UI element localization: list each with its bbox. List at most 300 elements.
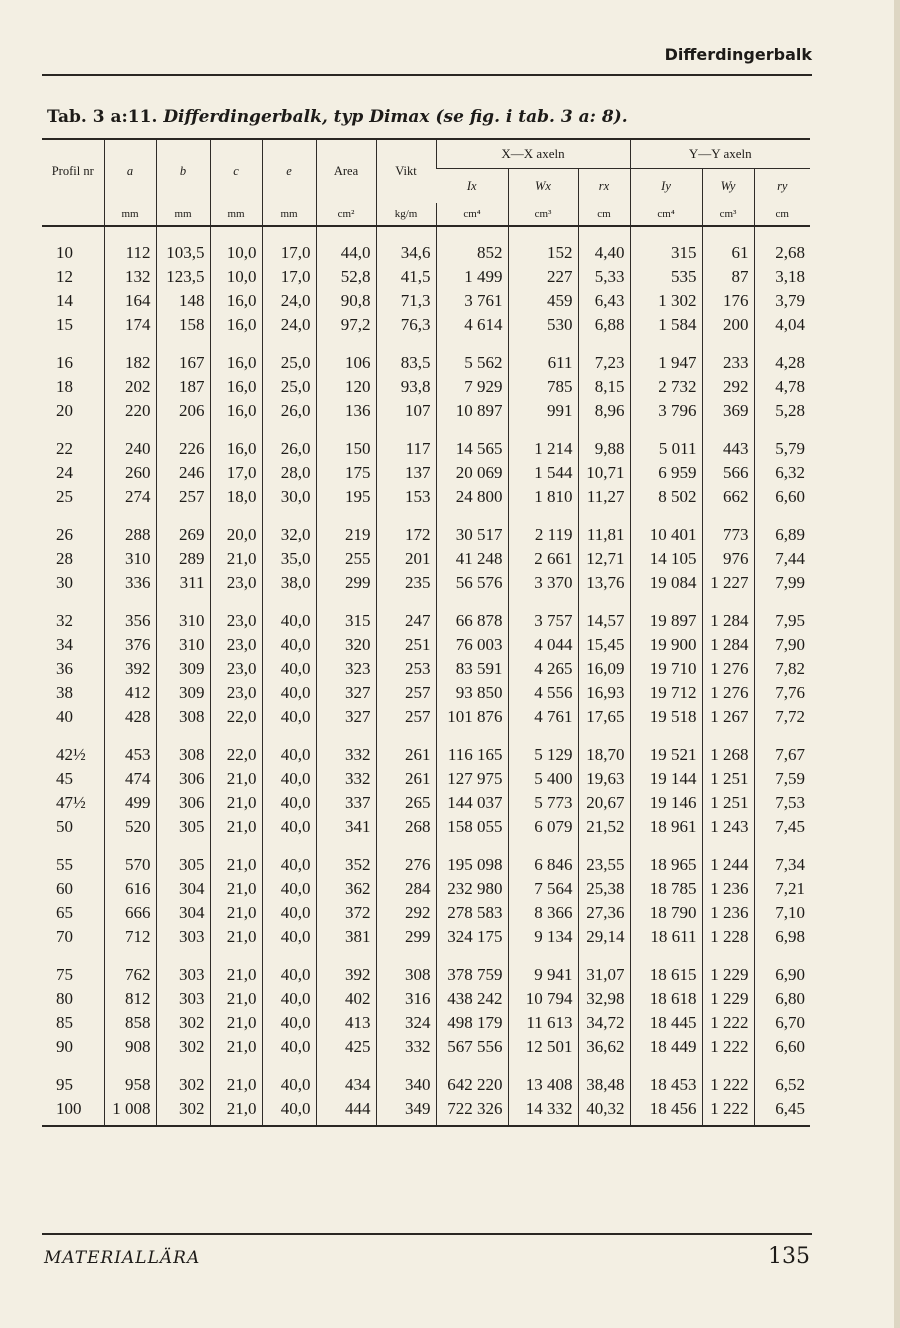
- table-cell: 24,0: [262, 313, 316, 337]
- table-row: [42, 1035, 810, 1059]
- table-cell: 40,0: [262, 987, 316, 1011]
- profile-number-cell: 18: [56, 377, 73, 396]
- table-cell: 762: [104, 949, 156, 987]
- table-cell: 40,0: [262, 729, 316, 767]
- table-cell: 93 850: [436, 681, 508, 705]
- table-cell: 299: [376, 925, 436, 949]
- table-cell: 132: [104, 265, 156, 289]
- table-cell: 852: [436, 226, 508, 265]
- table-cell: 7,34: [754, 839, 810, 877]
- table-cell: 56 576: [436, 571, 508, 595]
- table-cell: 16,09: [578, 657, 630, 681]
- table-cell: 15,45: [578, 633, 630, 657]
- table-cell: 3,18: [754, 265, 810, 289]
- table-cell: 144 037: [436, 791, 508, 815]
- table-cell: 16,0: [210, 423, 262, 461]
- table-cell: 16,93: [578, 681, 630, 705]
- table-cell: 25,0: [262, 337, 316, 375]
- table-cell: 6 846: [508, 839, 578, 877]
- table-row: [42, 987, 810, 1011]
- table-cell: 19 084: [630, 571, 702, 595]
- table-cell: 662: [702, 485, 754, 509]
- table-row: [42, 461, 810, 485]
- table-cell: 474: [104, 767, 156, 791]
- table-cell: 320: [316, 633, 376, 657]
- table-cell: 18 611: [630, 925, 702, 949]
- profile-number-cell: 28: [56, 549, 73, 568]
- table-cell: 19,63: [578, 767, 630, 791]
- table-cell: 958: [104, 1059, 156, 1097]
- table-cell: 153: [376, 485, 436, 509]
- table-cell: 412: [104, 681, 156, 705]
- table-cell: 336: [104, 571, 156, 595]
- table-row: [42, 815, 810, 839]
- table-cell: 1 222: [702, 1059, 754, 1097]
- table-cell: 8,15: [578, 375, 630, 399]
- table-cell: 337: [316, 791, 376, 815]
- table-cell: 1 228: [702, 925, 754, 949]
- table-cell: 90,8: [316, 289, 376, 313]
- table-cell: 83,5: [376, 337, 436, 375]
- table-cell: 21,0: [210, 1011, 262, 1035]
- table-cell: 6,60: [754, 485, 810, 509]
- table-cell: 976: [702, 547, 754, 571]
- table-cell: 21,0: [210, 815, 262, 839]
- table-cell: 120: [316, 375, 376, 399]
- table-cell: 9 941: [508, 949, 578, 987]
- table-cell: 21,0: [210, 547, 262, 571]
- table-cell: 240: [104, 423, 156, 461]
- table-cell: 5,79: [754, 423, 810, 461]
- table-cell: 4 761: [508, 705, 578, 729]
- table-cell: 332: [316, 729, 376, 767]
- units-row: [42, 203, 810, 226]
- table-cell: 5,33: [578, 265, 630, 289]
- table-cell: 201: [376, 547, 436, 571]
- table-cell: 23,0: [210, 657, 262, 681]
- table-row: [42, 595, 810, 633]
- table-row: [42, 375, 810, 399]
- profile-number-cell: 24: [56, 463, 73, 482]
- table-cell: 292: [376, 901, 436, 925]
- table-cell: 535: [630, 265, 702, 289]
- table-cell: 7,99: [754, 571, 810, 595]
- table-cell: 308: [376, 949, 436, 987]
- table-cell: 305: [156, 815, 210, 839]
- table-cell: 41,5: [376, 265, 436, 289]
- table-cell: 18 965: [630, 839, 702, 877]
- table-cell: 7,67: [754, 729, 810, 767]
- table-cell: 17,0: [210, 461, 262, 485]
- table-cell: 206: [156, 399, 210, 423]
- table-cell: 97,2: [316, 313, 376, 337]
- table-cell: 362: [316, 877, 376, 901]
- table-cell: 5,28: [754, 399, 810, 423]
- table-cell: 392: [316, 949, 376, 987]
- table-cell: 5 129: [508, 729, 578, 767]
- table-cell: 306: [156, 791, 210, 815]
- unit-cell: cm³: [508, 203, 578, 226]
- profile-number-cell: 45: [56, 769, 73, 788]
- table-cell: 6,89: [754, 509, 810, 547]
- table-row: [42, 925, 810, 949]
- table-cell: 19 897: [630, 595, 702, 633]
- table-cell: 93,8: [376, 375, 436, 399]
- table-cell: 76,3: [376, 313, 436, 337]
- table-cell: 7,10: [754, 901, 810, 925]
- table-cell: 18 618: [630, 987, 702, 1011]
- table-cell: 4,40: [578, 226, 630, 265]
- table-cell: 4,78: [754, 375, 810, 399]
- table-cell: 233: [702, 337, 754, 375]
- table-cell: 61: [702, 226, 754, 265]
- table-cell: 6,32: [754, 461, 810, 485]
- table-cell: 235: [376, 571, 436, 595]
- table-cell: 103,5: [156, 226, 210, 265]
- table-cell: 4,28: [754, 337, 810, 375]
- table-cell: 17,0: [262, 226, 316, 265]
- table-cell: 38,0: [262, 571, 316, 595]
- table-cell: 292: [702, 375, 754, 399]
- table-cell: 40,0: [262, 925, 316, 949]
- page-edge: [894, 0, 900, 1328]
- table-cell: 1 276: [702, 657, 754, 681]
- table-cell: 434: [316, 1059, 376, 1097]
- table-cell: 1 251: [702, 767, 754, 791]
- table-cell: 18 453: [630, 1059, 702, 1097]
- table-cell: 1 276: [702, 681, 754, 705]
- table-cell: 3 370: [508, 571, 578, 595]
- table-cell: 13 408: [508, 1059, 578, 1097]
- table-cell: 202: [104, 375, 156, 399]
- table-cell: 3 796: [630, 399, 702, 423]
- table-cell: 323: [316, 657, 376, 681]
- table-cell: 247: [376, 595, 436, 633]
- table-cell: 117: [376, 423, 436, 461]
- table-cell: 23,0: [210, 595, 262, 633]
- table-cell: 908: [104, 1035, 156, 1059]
- table-cell: 7,53: [754, 791, 810, 815]
- profile-number-cell: 40: [56, 707, 73, 726]
- table-cell: 40,0: [262, 901, 316, 925]
- table-cell: 18,70: [578, 729, 630, 767]
- profile-number-cell: 75: [56, 965, 73, 984]
- unit-cell: kg/m: [376, 203, 436, 226]
- table-cell: 21,52: [578, 815, 630, 839]
- table-cell: 220: [104, 399, 156, 423]
- table-cell: 349: [376, 1097, 436, 1126]
- table-row: [42, 839, 810, 877]
- table-cell: 6,80: [754, 987, 810, 1011]
- table-cell: 13,76: [578, 571, 630, 595]
- profile-number-cell: 38: [56, 683, 73, 702]
- table-row: [42, 547, 810, 571]
- table-cell: 5 011: [630, 423, 702, 461]
- table-cell: 6,52: [754, 1059, 810, 1097]
- table-cell: 19 144: [630, 767, 702, 791]
- table-cell: 137: [376, 461, 436, 485]
- table-cell: 261: [376, 767, 436, 791]
- table-cell: 21,0: [210, 767, 262, 791]
- table-cell: 2 119: [508, 509, 578, 547]
- table-cell: 288: [104, 509, 156, 547]
- table-cell: 302: [156, 1059, 210, 1097]
- profile-number-cell: 12: [56, 267, 73, 286]
- table-cell: 21,0: [210, 901, 262, 925]
- table-cell: 666: [104, 901, 156, 925]
- table-cell: 4 044: [508, 633, 578, 657]
- table-row: [42, 705, 810, 729]
- table-cell: 40,0: [262, 705, 316, 729]
- table-cell: 19 712: [630, 681, 702, 705]
- table-cell: 8 502: [630, 485, 702, 509]
- table-cell: 14,57: [578, 595, 630, 633]
- table-cell: 310: [104, 547, 156, 571]
- profile-number-cell: 22: [56, 439, 73, 458]
- table-cell: 7,72: [754, 705, 810, 729]
- table-cell: 28,0: [262, 461, 316, 485]
- table-cell: 7,45: [754, 815, 810, 839]
- table-cell: 246: [156, 461, 210, 485]
- table-cell: 40,0: [262, 595, 316, 633]
- table-cell: 453: [104, 729, 156, 767]
- table-cell: 327: [316, 681, 376, 705]
- table-row: [42, 226, 810, 265]
- table-cell: 107: [376, 399, 436, 423]
- table-cell: 10,0: [210, 226, 262, 265]
- table-cell: 32,98: [578, 987, 630, 1011]
- table-cell: 1 584: [630, 313, 702, 337]
- table-cell: 66 878: [436, 595, 508, 633]
- table-cell: 12,71: [578, 547, 630, 571]
- table-cell: 232 980: [436, 877, 508, 901]
- table-cell: 332: [316, 767, 376, 791]
- table-cell: 8 366: [508, 901, 578, 925]
- table-row: [42, 1011, 810, 1035]
- table-cell: 6,45: [754, 1097, 810, 1126]
- profile-number-cell: 36: [56, 659, 73, 678]
- profile-number-cell: 14: [56, 291, 73, 310]
- table-cell: 23,0: [210, 633, 262, 657]
- table-cell: 19 710: [630, 657, 702, 681]
- table-cell: 616: [104, 877, 156, 901]
- table-cell: 1 222: [702, 1011, 754, 1035]
- profile-number-cell: 26: [56, 525, 73, 544]
- table-cell: 289: [156, 547, 210, 571]
- table-cell: 14 565: [436, 423, 508, 461]
- table-cell: 324 175: [436, 925, 508, 949]
- profile-number-cell: 10: [56, 243, 73, 262]
- profile-number-cell: 60: [56, 879, 73, 898]
- table-cell: 4 614: [436, 313, 508, 337]
- table-cell: 566: [702, 461, 754, 485]
- col-header-wx: Wx: [508, 169, 578, 204]
- table-cell: 21,0: [210, 877, 262, 901]
- table-cell: 3 761: [436, 289, 508, 313]
- table-cell: 227: [508, 265, 578, 289]
- table-cell: 18 449: [630, 1035, 702, 1059]
- table-cell: 11,81: [578, 509, 630, 547]
- table-cell: 1 251: [702, 791, 754, 815]
- table-cell: 274: [104, 485, 156, 509]
- table-cell: 5 773: [508, 791, 578, 815]
- table-cell: 40,0: [262, 1011, 316, 1035]
- table-cell: 16,0: [210, 289, 262, 313]
- col-header-ry: ry: [754, 169, 810, 204]
- table-cell: 498 179: [436, 1011, 508, 1035]
- table-cell: 381: [316, 925, 376, 949]
- profile-number-cell: 15: [56, 315, 73, 334]
- table-cell: 5 562: [436, 337, 508, 375]
- table-cell: 1 243: [702, 815, 754, 839]
- table-row: [42, 791, 810, 815]
- profile-number-cell: 100: [42, 1097, 104, 1126]
- table-cell: 278 583: [436, 901, 508, 925]
- table-cell: 18 615: [630, 949, 702, 987]
- unit-cell: [42, 203, 104, 226]
- table-cell: 34,6: [376, 226, 436, 265]
- table-row: [42, 485, 810, 509]
- table-cell: 116 165: [436, 729, 508, 767]
- table-cell: 127 975: [436, 767, 508, 791]
- table-row: [42, 571, 810, 595]
- table-row: [42, 877, 810, 901]
- table-cell: 14 332: [508, 1097, 578, 1126]
- table-cell: 1 222: [702, 1035, 754, 1059]
- table-row: [42, 767, 810, 791]
- table-cell: 41 248: [436, 547, 508, 571]
- table-cell: 304: [156, 901, 210, 925]
- table-cell: 7,90: [754, 633, 810, 657]
- table-cell: 305: [156, 839, 210, 877]
- footer-rule: [42, 1233, 812, 1235]
- table-row: [42, 337, 810, 375]
- table-row: [42, 265, 810, 289]
- table-cell: 19 518: [630, 705, 702, 729]
- table-cell: 311: [156, 571, 210, 595]
- table-cell: 392: [104, 657, 156, 681]
- footer-title: MATERIALLÄRA: [44, 1248, 201, 1268]
- col-header-vikt: Vikt: [376, 139, 436, 203]
- table-cell: 172: [376, 509, 436, 547]
- profile-number-cell: 16: [56, 353, 73, 372]
- unit-cell: cm: [578, 203, 630, 226]
- table-cell: 785: [508, 375, 578, 399]
- table-cell: 1 236: [702, 901, 754, 925]
- table-cell: 991: [508, 399, 578, 423]
- col-header-iy: Iy: [630, 169, 702, 204]
- table-cell: 40,0: [262, 767, 316, 791]
- table-cell: 76 003: [436, 633, 508, 657]
- table-cell: 255: [316, 547, 376, 571]
- table-caption: [47, 107, 628, 127]
- col-header-wy: Wy: [702, 169, 754, 204]
- table-cell: 11,27: [578, 485, 630, 509]
- group-header-y-axis: Y—Y axeln: [630, 139, 810, 169]
- table-cell: 257: [376, 681, 436, 705]
- table-cell: 6,98: [754, 925, 810, 949]
- table-cell: 10 897: [436, 399, 508, 423]
- table-cell: 21,0: [210, 839, 262, 877]
- table-cell: 9,88: [578, 423, 630, 461]
- table-cell: 21,0: [210, 791, 262, 815]
- unit-cell: mm: [262, 203, 316, 226]
- table-cell: 444: [316, 1097, 376, 1126]
- table-cell: 167: [156, 337, 210, 375]
- table-cell: 40,0: [262, 877, 316, 901]
- table-cell: 413: [316, 1011, 376, 1035]
- table-cell: 18 790: [630, 901, 702, 925]
- table-cell: 567 556: [436, 1035, 508, 1059]
- table-cell: 20 069: [436, 461, 508, 485]
- table-cell: 106: [316, 337, 376, 375]
- table-cell: 611: [508, 337, 578, 375]
- table-cell: 499: [104, 791, 156, 815]
- col-header-c: c: [210, 139, 262, 203]
- unit-cell: cm: [754, 203, 810, 226]
- table-cell: 36,62: [578, 1035, 630, 1059]
- table-cell: 40,0: [262, 839, 316, 877]
- table-cell: 123,5: [156, 265, 210, 289]
- table-cell: 25,38: [578, 877, 630, 901]
- table-cell: 2 661: [508, 547, 578, 571]
- profile-number-cell: 30: [56, 573, 73, 592]
- table-cell: 40,0: [262, 657, 316, 681]
- table-cell: 21,0: [210, 949, 262, 987]
- table-cell: 722 326: [436, 1097, 508, 1126]
- table-cell: 324: [376, 1011, 436, 1035]
- table-cell: 773: [702, 509, 754, 547]
- col-header-area: Area: [316, 139, 376, 203]
- profile-number-cell: 34: [56, 635, 73, 654]
- table-cell: 1 267: [702, 705, 754, 729]
- table-cell: 30,0: [262, 485, 316, 509]
- table-cell: 16,0: [210, 399, 262, 423]
- table-cell: 7,95: [754, 595, 810, 633]
- table-cell: 1 222: [702, 1097, 754, 1126]
- table-cell: 17,0: [262, 265, 316, 289]
- table-cell: 2,68: [754, 226, 810, 265]
- table-cell: 257: [156, 485, 210, 509]
- table-cell: 340: [376, 1059, 436, 1097]
- table-cell: 257: [376, 705, 436, 729]
- table-cell: 44,0: [316, 226, 376, 265]
- caption-prefix: Tab. 3 a:11.: [47, 107, 158, 127]
- table-cell: 302: [156, 1035, 210, 1059]
- profile-number-cell: 50: [56, 817, 73, 836]
- table-cell: 4,04: [754, 313, 810, 337]
- table-cell: 23,0: [210, 681, 262, 705]
- table-row: [42, 1059, 810, 1097]
- table-cell: 1 214: [508, 423, 578, 461]
- table-cell: 112: [104, 226, 156, 265]
- table-cell: 530: [508, 313, 578, 337]
- profile-number-cell: 85: [56, 1013, 73, 1032]
- table-cell: 182: [104, 337, 156, 375]
- table-cell: 4 265: [508, 657, 578, 681]
- table-cell: 369: [702, 399, 754, 423]
- table-row: [42, 681, 810, 705]
- table-cell: 40,0: [262, 1059, 316, 1097]
- table-cell: 14 105: [630, 547, 702, 571]
- table-cell: 1 947: [630, 337, 702, 375]
- table-cell: 20,0: [210, 509, 262, 547]
- profile-number-cell: 42½: [56, 745, 86, 764]
- table-cell: 6,60: [754, 1035, 810, 1059]
- table-cell: 21,0: [210, 1035, 262, 1059]
- table-cell: 7,59: [754, 767, 810, 791]
- table-cell: 10 794: [508, 987, 578, 1011]
